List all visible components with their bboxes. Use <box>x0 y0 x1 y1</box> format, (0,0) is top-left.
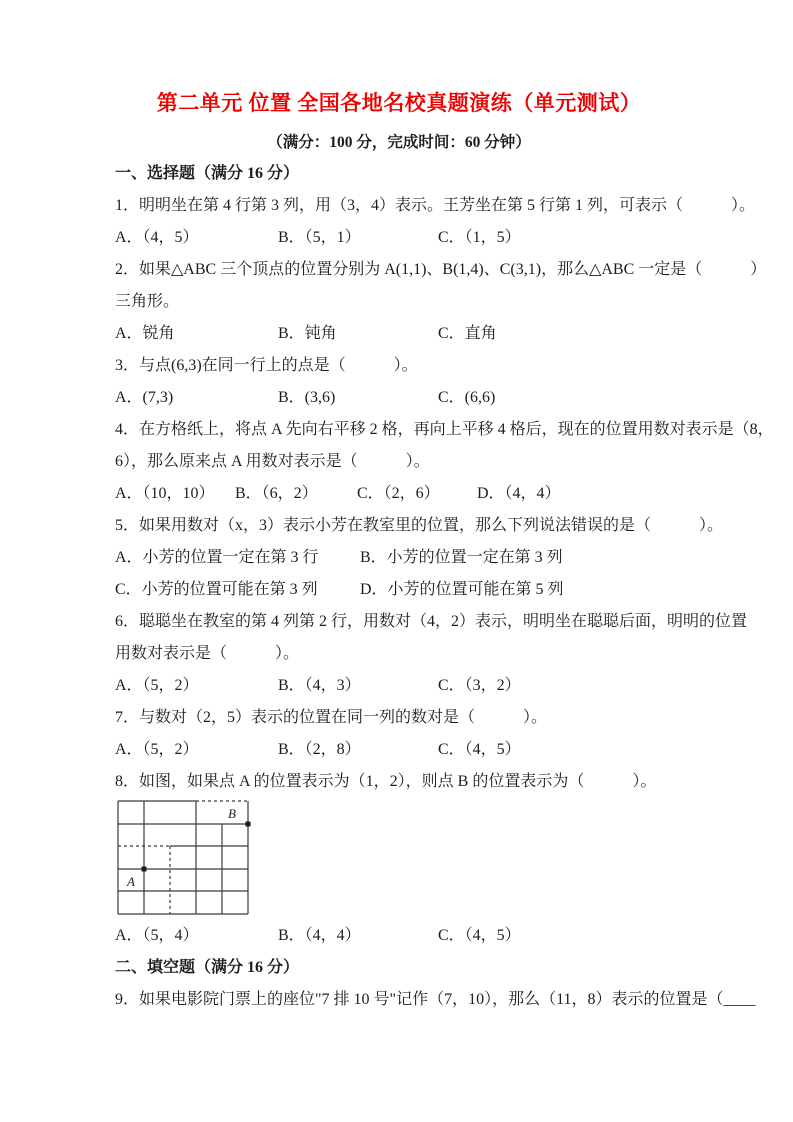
question-7-option-b: B．（2，8） <box>278 741 361 758</box>
point-a-label: A <box>127 874 135 889</box>
question-1-option-a: A．（4，5） <box>115 229 199 246</box>
question-8-option-b: B．（4，4） <box>278 927 361 944</box>
question-7-option-a: A．（5，2） <box>115 741 199 758</box>
page-subtitle: （满分：100 分，完成时间：60 分钟） <box>267 134 531 151</box>
question-9-stem: 9．如果电影院门票上的座位"7 排 10 号"记作（7，10），那么（11，8）表示的位置是（____ <box>115 991 756 1008</box>
question-2-stem-line2: 三角形。 <box>115 293 180 310</box>
question-6-option-a: A．（5，2） <box>115 677 199 694</box>
question-5-option-a: A．小芳的位置一定在第 3 行 <box>115 549 319 566</box>
question-7-options <box>115 734 683 766</box>
question-8-option-a: A．（5，4） <box>115 927 199 944</box>
question-4-option-c: C．（2，6） <box>357 485 440 502</box>
question-3-option-b: B．(3,6) <box>278 389 336 406</box>
question-4-stem-line1: 4．在方格纸上，将点 A 先向右平移 2 格，再向上平移 4 格后，现在的位置用数对表示是（8， <box>115 421 774 438</box>
section-fill-heading: 二、填空题（满分 16 分） <box>115 959 300 976</box>
question-6-stem-line1: 6．聪聪坐在教室的第 4 列第 2 行，用数对（4，2）表示，明明坐在聪聪后面，明明的位置 <box>115 613 748 630</box>
question-2-option-a: A．锐角 <box>115 325 175 342</box>
question-6-option-b: B．（4，3） <box>278 677 361 694</box>
page-title: 第二单元 位置 全国各地名校真题演练（单元测试） <box>156 91 642 115</box>
question-8-stem: 8．如图，如果点 A 的位置表示为（1，2），则点 B 的位置表示为（ ）。 <box>115 773 657 790</box>
question-1-option-c: C．（1，5） <box>438 229 521 246</box>
question-6-stem-line2: 用数对表示是（ ）。 <box>115 645 300 662</box>
question-3-stem: 3．与点(6,3)在同一行上的点是（ ）。 <box>115 357 418 374</box>
question-7-option-c: C．（4，5） <box>438 741 521 758</box>
question-5-options-row1 <box>115 542 683 574</box>
question-2-option-b: B．钝角 <box>278 325 337 342</box>
coordinate-grid-figure <box>115 798 253 920</box>
question-3-option-c: C．(6,6) <box>438 389 496 406</box>
question-7-stem: 7．与数对（2，5）表示的位置在同一列的数对是（ ）。 <box>115 709 548 726</box>
section-choice-heading: 一、选择题（满分 16 分） <box>115 165 300 182</box>
question-2-option-c: C．直角 <box>438 325 497 342</box>
question-2-options <box>115 318 683 350</box>
question-5-stem: 5．如果用数对（x，3）表示小芳在教室里的位置，那么下列说法错误的是（ ）。 <box>115 517 724 534</box>
point-b-label: B <box>228 806 236 821</box>
question-8-option-c: C．（4，5） <box>438 927 521 944</box>
question-5-options-row2 <box>115 574 683 606</box>
question-1-options <box>115 222 683 254</box>
question-5-option-d: D．小芳的位置可能在第 5 列 <box>360 581 564 598</box>
question-4-option-a: A．（10，10） <box>115 485 215 502</box>
question-6-options <box>115 670 683 702</box>
question-1-stem: 1．明明坐在第 4 行第 3 列，用（3，4）表示。王芳坐在第 5 行第 1 列，可表示（ ）。 <box>115 197 756 214</box>
question-5-option-b: B．小芳的位置一定在第 3 列 <box>360 549 563 566</box>
point-a-dot <box>142 867 147 872</box>
question-8-figure <box>115 798 683 920</box>
point-b-dot <box>246 822 251 827</box>
question-8-options <box>115 920 683 952</box>
question-5-option-c: C．小芳的位置可能在第 3 列 <box>115 581 318 598</box>
question-4-option-d: D．（4，4） <box>477 485 561 502</box>
question-4-option-b: B．（6，2） <box>235 485 318 502</box>
question-2-stem-line1: 2．如果△ABC 三个顶点的位置分别为 A(1,1)、B(1,4)、C(3,1)，那么△ABC 一定是（ ） <box>115 261 767 278</box>
question-3-option-a: A．(7,3) <box>115 389 174 406</box>
question-6-option-c: C．（3，2） <box>438 677 521 694</box>
question-4-stem-line2: 6），那么原来点 A 用数对表示是（ ）。 <box>115 453 430 470</box>
question-3-options <box>115 382 683 414</box>
question-4-options <box>115 478 683 510</box>
question-1-option-b: B．（5，1） <box>278 229 361 246</box>
